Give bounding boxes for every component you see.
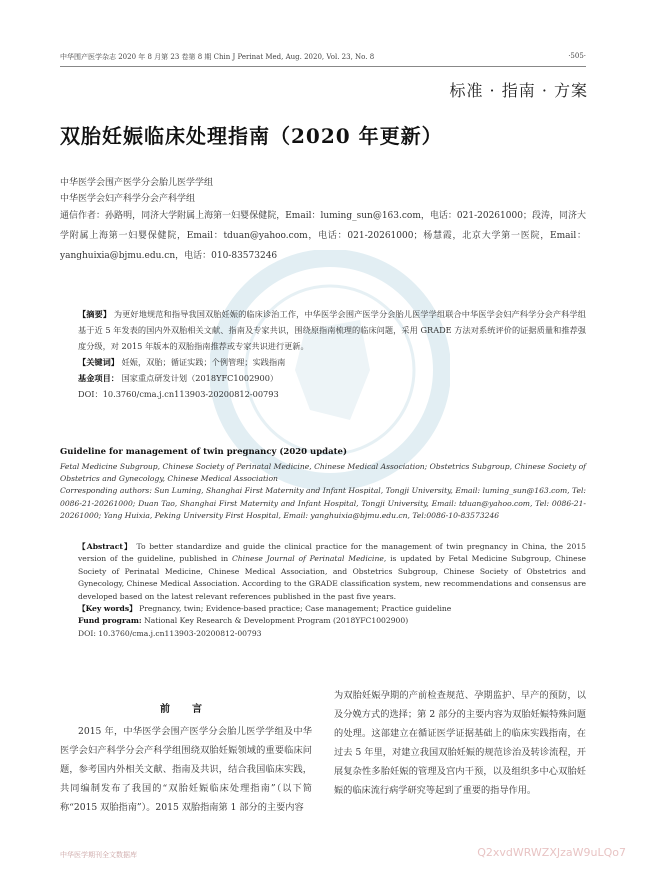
- running-header: [60, 52, 586, 62]
- english-keywords: [60, 603, 586, 615]
- en-abstract-label: 【Abstract】: [78, 542, 133, 551]
- en-keywords-text: Pregnancy, twin; Evidence-based practice; Case management; Practice guideline: [139, 604, 452, 614]
- en-abstract-pre: To better standardize and guide the clinical practice for the management of twin pregnancy in China, the 2015 version of the guideline, published in: [78, 542, 586, 564]
- english-authors: Fetal Medicine Subgroup, Chinese Society of Perinatal Medicine, Chinese Medical Association; Obstetrics Subgroup, Chinese Society of Obstetrics and Gynecology, Chinese Medical Association: [60, 462, 586, 484]
- chinese-abstract: [60, 306, 586, 354]
- body-column-right: 为双胎妊娠孕期的产前检查规范、孕期监护、早产的预防，以及分娩方式的选择；第 2 部分的主要内容为双胎妊娠特殊问题的处理。这部建立在循证医学证据基础上的临床实践指南，在过去 5 年里，对建立我国双胎妊娠的规范诊治及转诊流程，开展复杂性多胎妊娠的管理及宫内干预，以及组织多中心双胎妊娠的临床流行病学研究等起到了重要的指导作用。: [334, 690, 586, 796]
- fund-text: 国家重点研发计划（2018YFC1002900）: [121, 373, 279, 383]
- body-left-text: 2015 年，中华医学会围产医学分会胎儿医学学组及中华医学会妇产科学分会产科学组围绕双胎妊娠领域的重要临床问题，参考国内外相关文献、指南及共识，结合我国临床实践，共同编制发布了我国的“双胎妊娠临床处理指南”（以下简称“2015 双胎指南”）。2015 双胎指南第 1 部分的主要内容: [60, 726, 312, 813]
- english-title: Guideline for management of twin pregnancy (2020 update): [60, 447, 347, 457]
- english-abstract-block: [60, 541, 586, 640]
- body-column-left: [60, 722, 312, 817]
- keywords-text: 妊娠，双胎；循证实践；个例管理；实践指南: [121, 357, 286, 367]
- article-title: 双胎妊娠临床处理指南（2020 年更新）: [60, 124, 443, 148]
- fund-label: 基金项目：: [78, 373, 119, 383]
- preface-heading: 前 言: [160, 704, 208, 715]
- english-doi: DOI: 10.3760/cma.j.cn113903-20200812-00793: [78, 628, 262, 638]
- abstract-label: 【摘要】: [78, 309, 112, 319]
- section-label: 标准 · 指南 · 方案: [449, 81, 588, 100]
- affiliation-2: 中华医学会妇产科学分会产科学组: [60, 194, 196, 204]
- page-number: ·505·: [568, 52, 586, 60]
- english-fund: [60, 615, 586, 627]
- chinese-abstract-block: [60, 306, 586, 402]
- chinese-keywords: [60, 354, 586, 370]
- keywords-label: 【关键词】: [78, 357, 119, 367]
- chinese-doi: DOI：10.3760/cma.j.cn113903-20200812-00793: [78, 389, 279, 399]
- en-abstract-journal: Chinese Journal of Perinatal Medicine: [231, 554, 384, 564]
- affiliation-1: 中华医学会围产医学分会胎儿医学学组: [60, 178, 214, 188]
- en-abstract-post: , is updated by Fetal Medicine Subgroup, Chinese Society of Perinatal Medicine, Chinese Medical Association, and Obstetrics Subgroup, Chinese Society of Obstetrics and Gynecology, Chinese Medical Association. According to the GRADE classification system, new recommendations and consensus are developed based on the latest relevant references published in the past five years.: [78, 554, 586, 601]
- database-logo: 中华医学期刊全文数据库: [60, 851, 137, 859]
- english-authors-block: [60, 461, 586, 522]
- abstract-text: 为更好地规范和指导我国双胎妊娠的临床诊治工作，中华医学会围产医学分会胎儿医学学组联合中华医学会妇产科学分会产科学组基于近 5 年发表的国内外双胎相关文献、指南及专家共识，围绕原指南梳理的临床问题，采用 GRADE 方法对系统评价的证据质量和推荐强度分级，对 2015 年版本的双胎指南推荐或专家共识进行更新。: [78, 309, 586, 351]
- english-corresponding: Corresponding authors: Sun Luming, Shanghai First Maternity and Infant Hospital, Tongji University, Email: luming_sun@163.com, Tel: 0086-21-20261000; Duan Tao, Shanghai First Maternity and Infant Hospital, Tongji University, Email: tduan@yahoo.com, Tel: 0086-21-20261000; Yang Huixia, Peking University First Hospital, Email: yanghuixia@bjmu.edu.cn, Tel:0086-10-83573246: [60, 486, 586, 520]
- chinese-fund: [60, 370, 586, 386]
- en-fund-text: National Key Research & Development Program (2018YFC1002900): [144, 616, 409, 626]
- en-keywords-label: 【Key words】: [78, 604, 137, 614]
- en-fund-label: Fund program:: [78, 616, 142, 626]
- english-abstract: [60, 541, 586, 603]
- version-watermark: Q2xvdWRWZXJzaW9uLQo7: [477, 846, 626, 859]
- header-divider: [60, 66, 586, 67]
- journal-citation: 中华围产医学杂志 2020 年 8 月第 23 卷第 8 期 Chin J Perinat Med, Aug. 2020, Vol. 23, No. 8: [60, 53, 375, 61]
- corresponding-authors-cn: 通信作者：孙路明，同济大学附属上海第一妇婴保健院，Email：luming_sun@163.com，电话：021-20261000；段涛，同济大学附属上海第一妇婴保健院，Email：tduan@yahoo.com，电话：021-20261000；杨慧霞，北京大学第一医院，Email：yanghuixia@bjmu.edu.cn，电话：010-83573246: [60, 211, 586, 261]
